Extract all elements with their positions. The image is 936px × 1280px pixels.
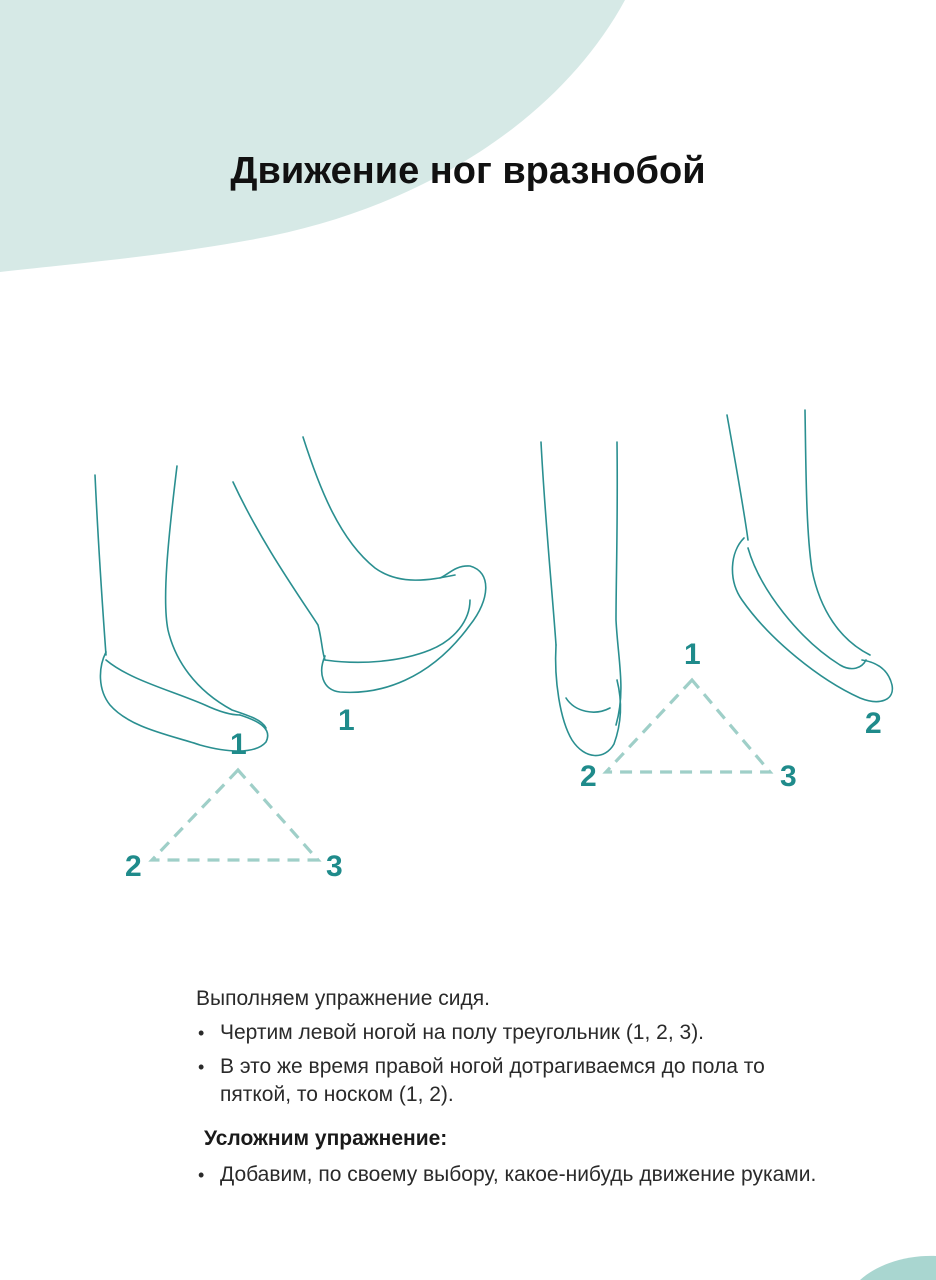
left-triangle	[152, 770, 318, 860]
top-wave-shape	[0, 0, 625, 272]
label-left-heel-1: 1	[338, 704, 355, 737]
label-left-tri-2: 2	[125, 850, 142, 883]
left-leg-drawing-triangle	[95, 466, 268, 751]
label-right-toe-2: 2	[865, 707, 882, 740]
right-leg-drawing-triangle	[541, 442, 621, 756]
label-right-tri-1: 1	[684, 638, 701, 671]
label-left-toe-1: 1	[230, 728, 247, 761]
instructions-list	[196, 1019, 836, 1109]
page-title: Движение ног вразнобой	[230, 150, 706, 192]
left-leg-heel-toe	[233, 437, 486, 692]
right-leg-pointed-toe	[727, 410, 892, 702]
label-right-tri-3: 3	[780, 760, 797, 793]
instruction-item: • Добавим, по своему выбору, какое-нибудь движение руками.	[196, 1161, 836, 1189]
right-triangle	[606, 680, 770, 772]
exercise-illustration	[0, 380, 936, 920]
instruction-item: • Чертим левой ногой на полу треугольник (1, 2, 3).	[196, 1019, 836, 1047]
complication-list	[196, 1161, 836, 1189]
label-right-tri-2: 2	[580, 760, 597, 793]
instructions	[196, 985, 836, 1195]
complication-heading: Усложним упражнение:	[204, 1127, 448, 1150]
bottom-corner-shape	[860, 1256, 936, 1280]
label-left-tri-3: 3	[326, 850, 343, 883]
instructions-intro: Выполняем упражнение сидя.	[196, 987, 490, 1010]
instruction-item: • В это же время правой ногой дотрагиваемся до пола то пяткой, то носком (1, 2).	[196, 1053, 836, 1109]
